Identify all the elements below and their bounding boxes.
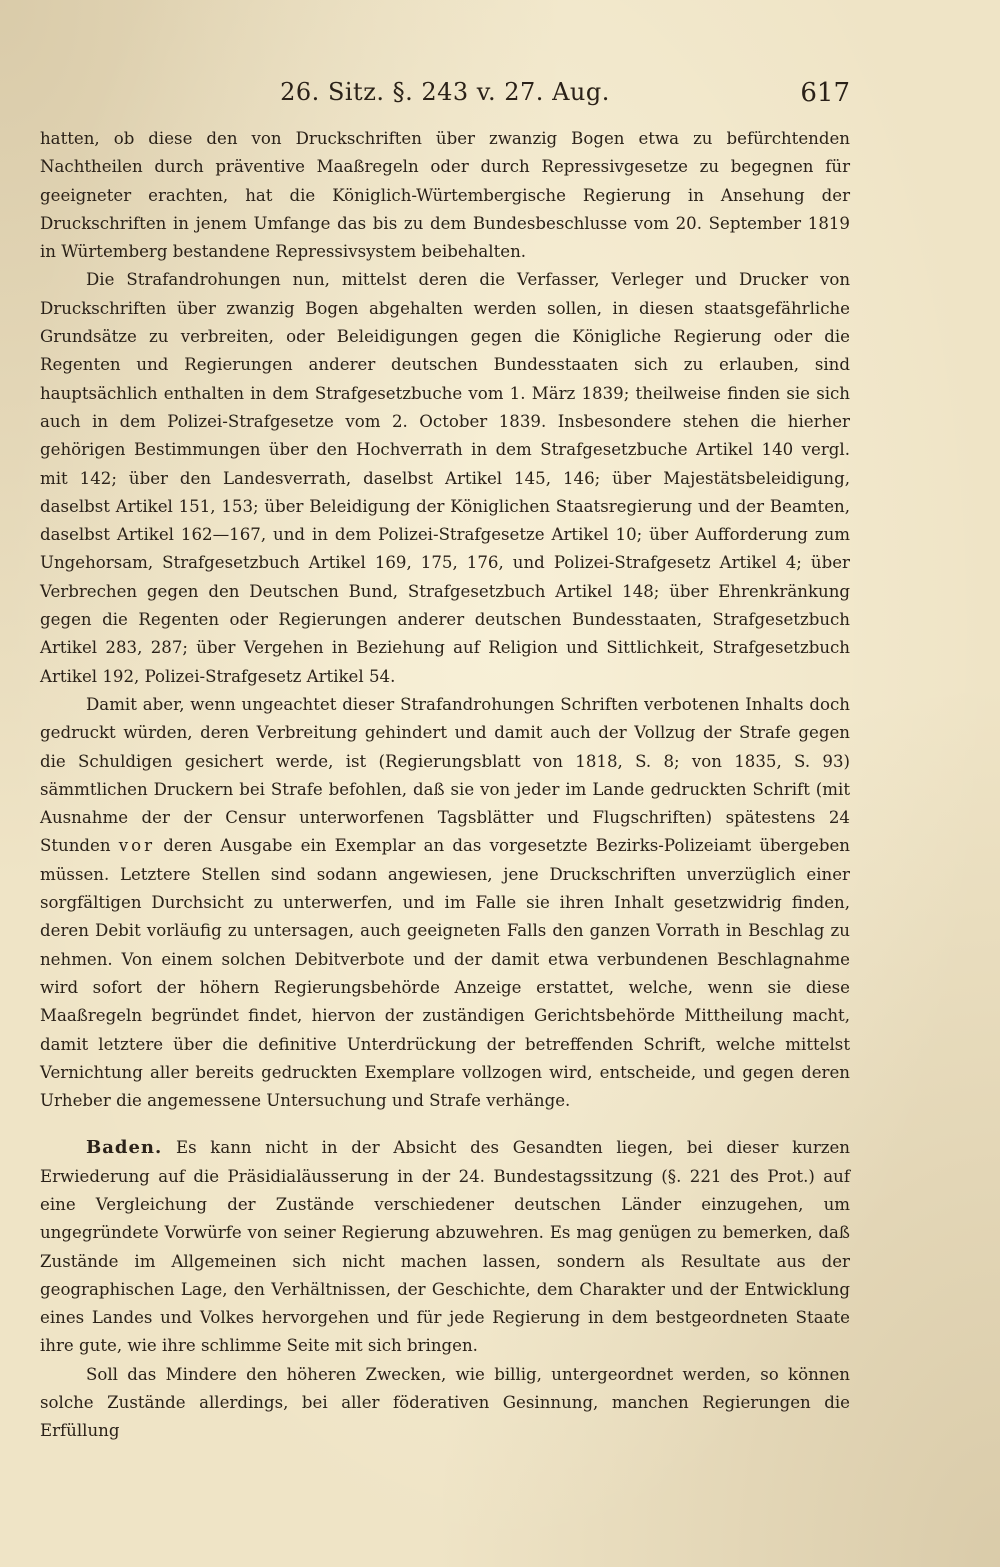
paragraph: Die Strafandrohungen nun, mittelst deren die Verfasser, Verleger und Drucker von Druckschriften über zwanzig Bogen abgehalten werden sollen, in diesen staatsgefährliche Grundsätze zu verbreiten, oder Beleidigungen gegen die Königliche Regierung oder die Regenten und Regierungen anderer deutschen Bundesstaaten sich zu erlauben, sind hauptsächlich enthalten in dem Strafgesetzbuche vom 1. März 1839; theilweise finden sie sich auch in dem Polizei-Strafgesetze vom 2. October 1839. Insbesondere stehen die hierher gehörigen Bestimmungen über den Hochverrath in dem Strafgesetzbuche Artikel 140 vergl. mit 142; über den Landesverrath, daselbst Artikel 145, 146; über Majestätsbeleidigung, daselbst Artikel 151, 153; über Beleidigung der Königlichen Staatsregierung und der Beamten, daselbst Artikel 162—167, und in dem Polizei-Strafgesetze Artikel 10; über Aufforderung zum Ungehorsam, Strafgesetzbuch Artikel 169, 175, 176, und Polizei-Strafgesetz Artikel 4; über Verbrechen gegen den Deutschen Bund, Strafgesetzbuch Artikel 148; über Ehrenkränkung gegen die Regenten oder Regierungen anderer deutschen Bundesstaaten, Strafgesetzbuch Artikel 283, 287; über Vergehen in Beziehung auf Religion und Sittlichkeit, Strafgesetzbuch Artikel 192, Polizei-Strafgesetz Artikel 54. (40, 270, 850, 686)
paragraph: hatten, ob diese den von Druckschriften über zwanzig Bogen etwa zu befürchtenden Nachtheilen durch präventive Maaßregeln oder durch Repressivgesetze zu begegnen für geeigneter erachten, hat die Königlich-Würtembergische Regierung in Ansehung der Druckschriften in jenem Umfange das bis zu dem Bundesbeschlusse vom 20. September 1819 in Würtemberg bestandene Repressivsystem beibehalten. (40, 129, 850, 262)
paragraph (40, 1134, 850, 1360)
paragraph-text: Damit aber, wenn ungeachtet dieser Strafandrohungen Schriften verbotenen Inhalts doch gedruckt würden, deren Verbreitung gehindert und damit auch der Vollzug der Strafe gegen die Schuldigen gesichert werde, ist (Regierungsblatt von 1818, S. 8; von 1835, S. 93) sämmtlichen Druckern bei Strafe befohlen, daß sie von jeder im Lande gedruckten Schrift (mit Ausnahme der der Censur unterworfenen Tagsblätter und Flugschriften) spätestens 24 Stunden (40, 694, 850, 856)
paragraph-text: Es kann nicht in der Absicht des Gesandten liegen, bei dieser kurzen Erwiederung auf die Präsidialäusserung in der 24. Bundestagssitzung (§. 221 des Prot.) auf eine Vergleichung der Zustände verschiedener deutschen Länder einzugehen, um ungegründete Vorwürfe von seiner Regierung abzuwehren. Es mag genügen zu bemerken, daß Zustände im Allgemeinen sich nicht machen lassen, sondern als Resultate aus der geographischen Lage, den Verhältnissen, der Geschichte, dem Charakter und der Entwicklung eines Landes und Volkes hervorgehen und für jede Regierung in dem bestgeordneten Staate ihre gute, wie ihre schlimme Seite mit sich bringen. (40, 1138, 850, 1356)
page-header (40, 78, 850, 118)
section-heading: Baden. (86, 1137, 163, 1159)
paragraph-text: deren Ausgabe ein Exemplar an das vorgesetzte Bezirks-Polizeiamt übergeben müssen. Letztere Stellen sind sodann angewiesen, jene Druckschriften unverzüglich einer sorgfältigen Durchsicht zu unterwerfen, und im Falle sie ihren Inhalt gesetzwidrig finden, deren Debit vorläufig zu untersagen, auch geeigneten Falls den ganzen Vorrath in Beschlag zu nehmen. Von einem solchen Debitverbote und der damit etwa verbundenen Beschlagnahme wird sofort der höhern Regierungsbehörde Anzeige erstattet, welche, wenn sie diese Maaßregeln begründet findet, hiervon der zuständigen Gerichtsbehörde Mittheilung macht, damit letztere über die definitive Unterdrückung der betreffenden Schrift, welche mittelst Vernichtung aller bereits gedruckten Exemplare vollzogen wird, entscheide, und gegen deren Urheber die angemessene Untersuchung und Strafe verhänge. (40, 836, 850, 1111)
paragraph: Soll das Mindere den höheren Zwecken, wie billig, untergeordnet werden, so können solche Zustände allerdings, bei aller föderativen Gesinnung, manchen Regierungen die Erfüllung (40, 1364, 850, 1441)
page-body (40, 125, 850, 1446)
paragraph (40, 691, 850, 1115)
running-head: 26. Sitz. §. 243 v. 27. Aug. (280, 78, 610, 106)
page-number: 617 (800, 78, 850, 108)
emphasized-word: vor (118, 836, 156, 856)
